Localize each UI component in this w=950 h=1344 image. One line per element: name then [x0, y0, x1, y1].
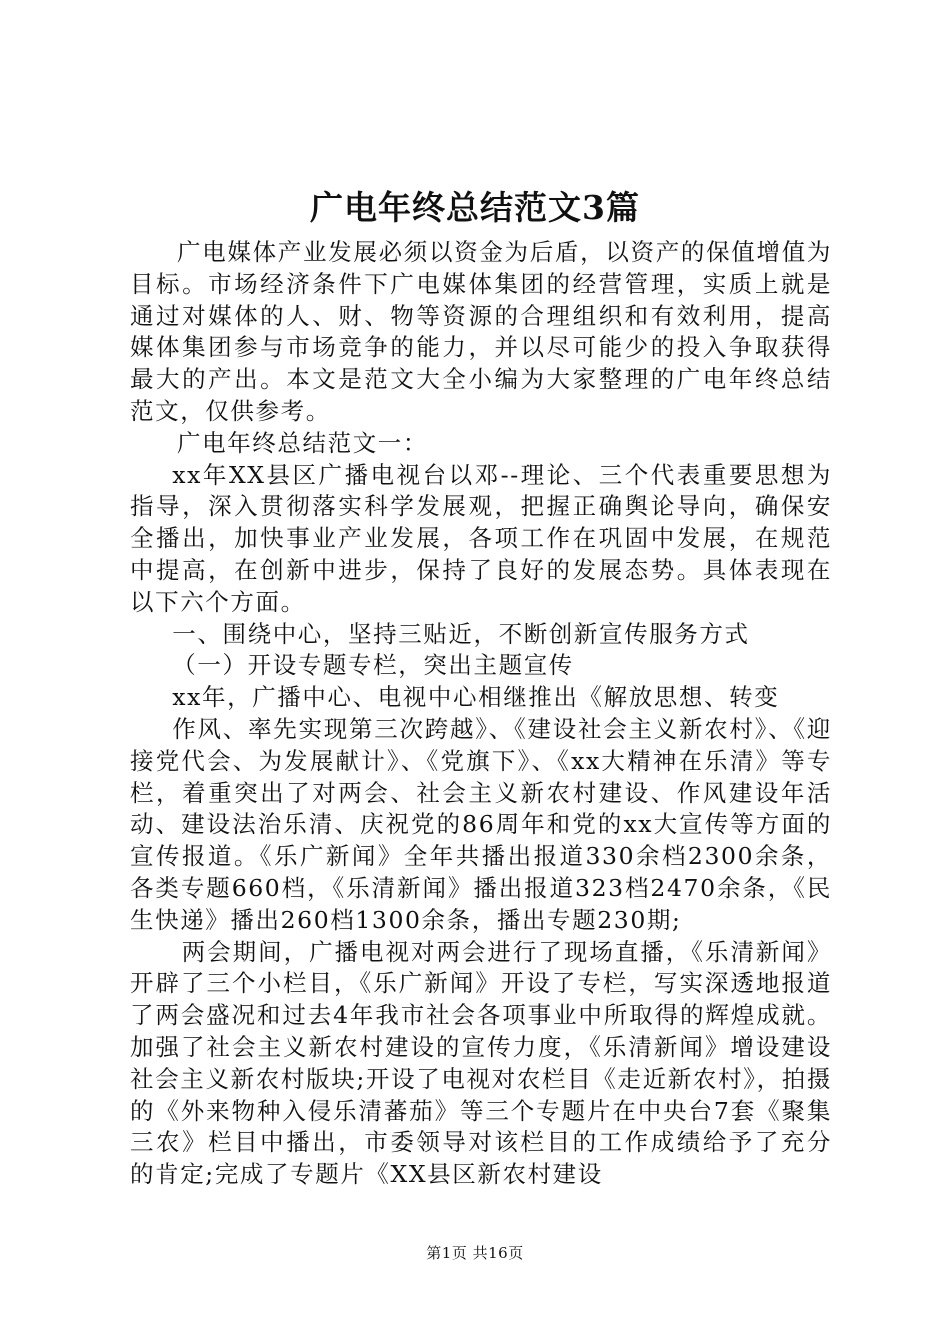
paragraph-programs: 作风、率先实现第三次跨越》、《建设社会主义新农村》、《迎接党代会、为发展献计》、《党旗下》、《xx大精神在乐清》等专栏，着重突出了对两会、社会主义新农村建设、作风建设年活动、建设法治乐清、庆祝党的86周年和党的xx大宣传等方面的宣传报道。《乐广新闻》全年共播出报道330余档2300余条，各类专题660档，《乐清新闻》播出报道323档2470余条，《民生快递》播出260档1300余条，播出专题230期; — [130, 714, 832, 934]
intro-paragraph: 广电媒体产业发展必须以资金为后盾，以资产的保值增值为目标。市场经济条件下广电媒体集团的经营管理，实质上就是通过对媒体的人、财、物等资源的合理组织和有效利用，提高媒体集团参与市场竞争的能力，并以尽可能少的投入争取获得最大的产出。本文是范文大全小编为大家整理的广电年终总结范文，仅供参考。 — [130, 238, 832, 425]
paragraph-overview: xx年XX县区广播电视台以邓--理论、三个代表重要思想为指导，深入贯彻落实科学发展观，把握正确舆论导向，确保安全播出，加快事业产业发展，各项工作在巩固中发展，在规范中提高，在创新中进步，保持了良好的发展态势。具体表现在以下六个方面。 — [130, 460, 832, 616]
paragraph-programs-intro: xx年，广播中心、电视中心相继推出《解放思想、转变 — [172, 683, 780, 712]
document-body — [130, 237, 832, 1191]
page-footer: 第1页 共16页 — [426, 1244, 524, 1262]
section-heading-1: 广电年终总结范文一： — [177, 428, 428, 457]
subheading-1: 一、围绕中心，坚持三贴近，不断创新宣传服务方式 — [172, 619, 750, 648]
page-title: 广电年终总结范文3篇 — [310, 188, 640, 227]
paragraph-two-sessions: 两会期间，广播电视对两会进行了现场直播，《乐清新闻》开辟了三个小栏目，《乐广新闻》开设了专栏，写实深透地报道了两会盛况和过去4年我市社会各项事业中所取得的辉煌成就。加强了社会主义新农村建设的宣传力度，《乐清新闻》增设建设社会主义新农村版块;开设了电视对农栏目《走近新农村》，拍摄的《外来物种入侵乐清蕃茄》等三个专题片在中央台7套《聚集三农》栏目中播出，市委领导对该栏目的工作成绩给予了充分的肯定;完成了专题片《XX县区新农村建设 — [130, 937, 832, 1189]
subheading-1-1: （一）开设专题专栏，突出主题宣传 — [172, 651, 574, 680]
